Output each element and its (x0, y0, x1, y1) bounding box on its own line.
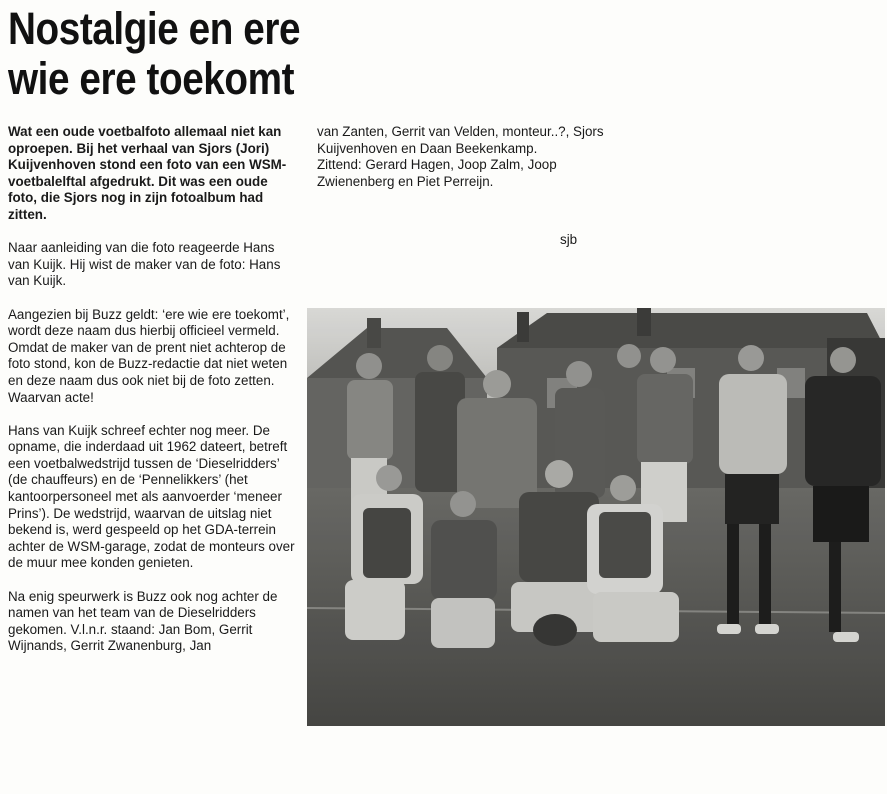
names-standing-end: van Zanten, Gerrit van Velden, monteur..?, Sjors Kuijvenhoven en Daan Beekenkamp. (317, 124, 604, 156)
names-seated: Zittend: Gerard Hagen, Joop Zalm, Joop Zwienenberg en Piet Perreijn. (317, 157, 557, 189)
names-standing-start: V.l.n.r. staand: Jan Bom, Gerrit Wijnands, Gerrit Zwanenburg, Jan (8, 621, 253, 654)
paragraph-2: Aangezien bij Buzz geldt: ‘ere wie ere toekomt’, wordt deze naam dus hierbij officieel vermeld. Omdat de maker van de prent niet achterop de foto stond, kon de Buzz-redactie dat niet weten en deze naam dus ook niet bij de foto zetten. Waarvan acte! (8, 306, 290, 405)
title-line-1: Nostalgie en ere (8, 3, 301, 54)
paragraph-1: Naar aanleiding van die foto reageerde Hans van Kuijk. Hij wist de maker van de foto: Hans van Kuijk. (8, 240, 281, 289)
paragraph-3: Hans van Kuijk schreef echter nog meer. De opname, die inderdaad uit 1962 dateert, betreft een voetbalwedstrijd tussen de ‘Dieselridders’ (de chauffeurs) en de ‘Pennelikkers’ (het kantoorpersoneel met als aanvoerder ‘meneer Prins’). De wedstrijd, waarvan de uitslag niet bekend is, werd gespeeld op het GDA-terrein achter de WSM-garage, zodat de monteurs over de muur mee konden genieten. (8, 422, 295, 571)
lead-paragraph: Wat een oude voetbalfoto allemaal niet kan oproepen. Bij het verhaal van Sjors (Jori) Kuijvenhoven stond een foto van een WSM-voetbalelftal afgedrukt. Dit was een oude foto, die Sjors nog in zijn fotoalbum had zitten. (8, 124, 287, 222)
text-column-left (8, 124, 296, 655)
author-signature: sjb (560, 232, 578, 247)
team-photo-illustration (307, 308, 885, 726)
article-title (8, 4, 369, 104)
paragraph-4-text: Na enig speurwerk is Buzz ook nog achter de namen van het team van de Dieselridders gekomen. (8, 588, 278, 637)
paragraph-4 (8, 589, 296, 655)
text-column-right (317, 124, 617, 190)
title-line-2: wie ere toekomt (8, 53, 295, 104)
team-photo (307, 308, 885, 726)
